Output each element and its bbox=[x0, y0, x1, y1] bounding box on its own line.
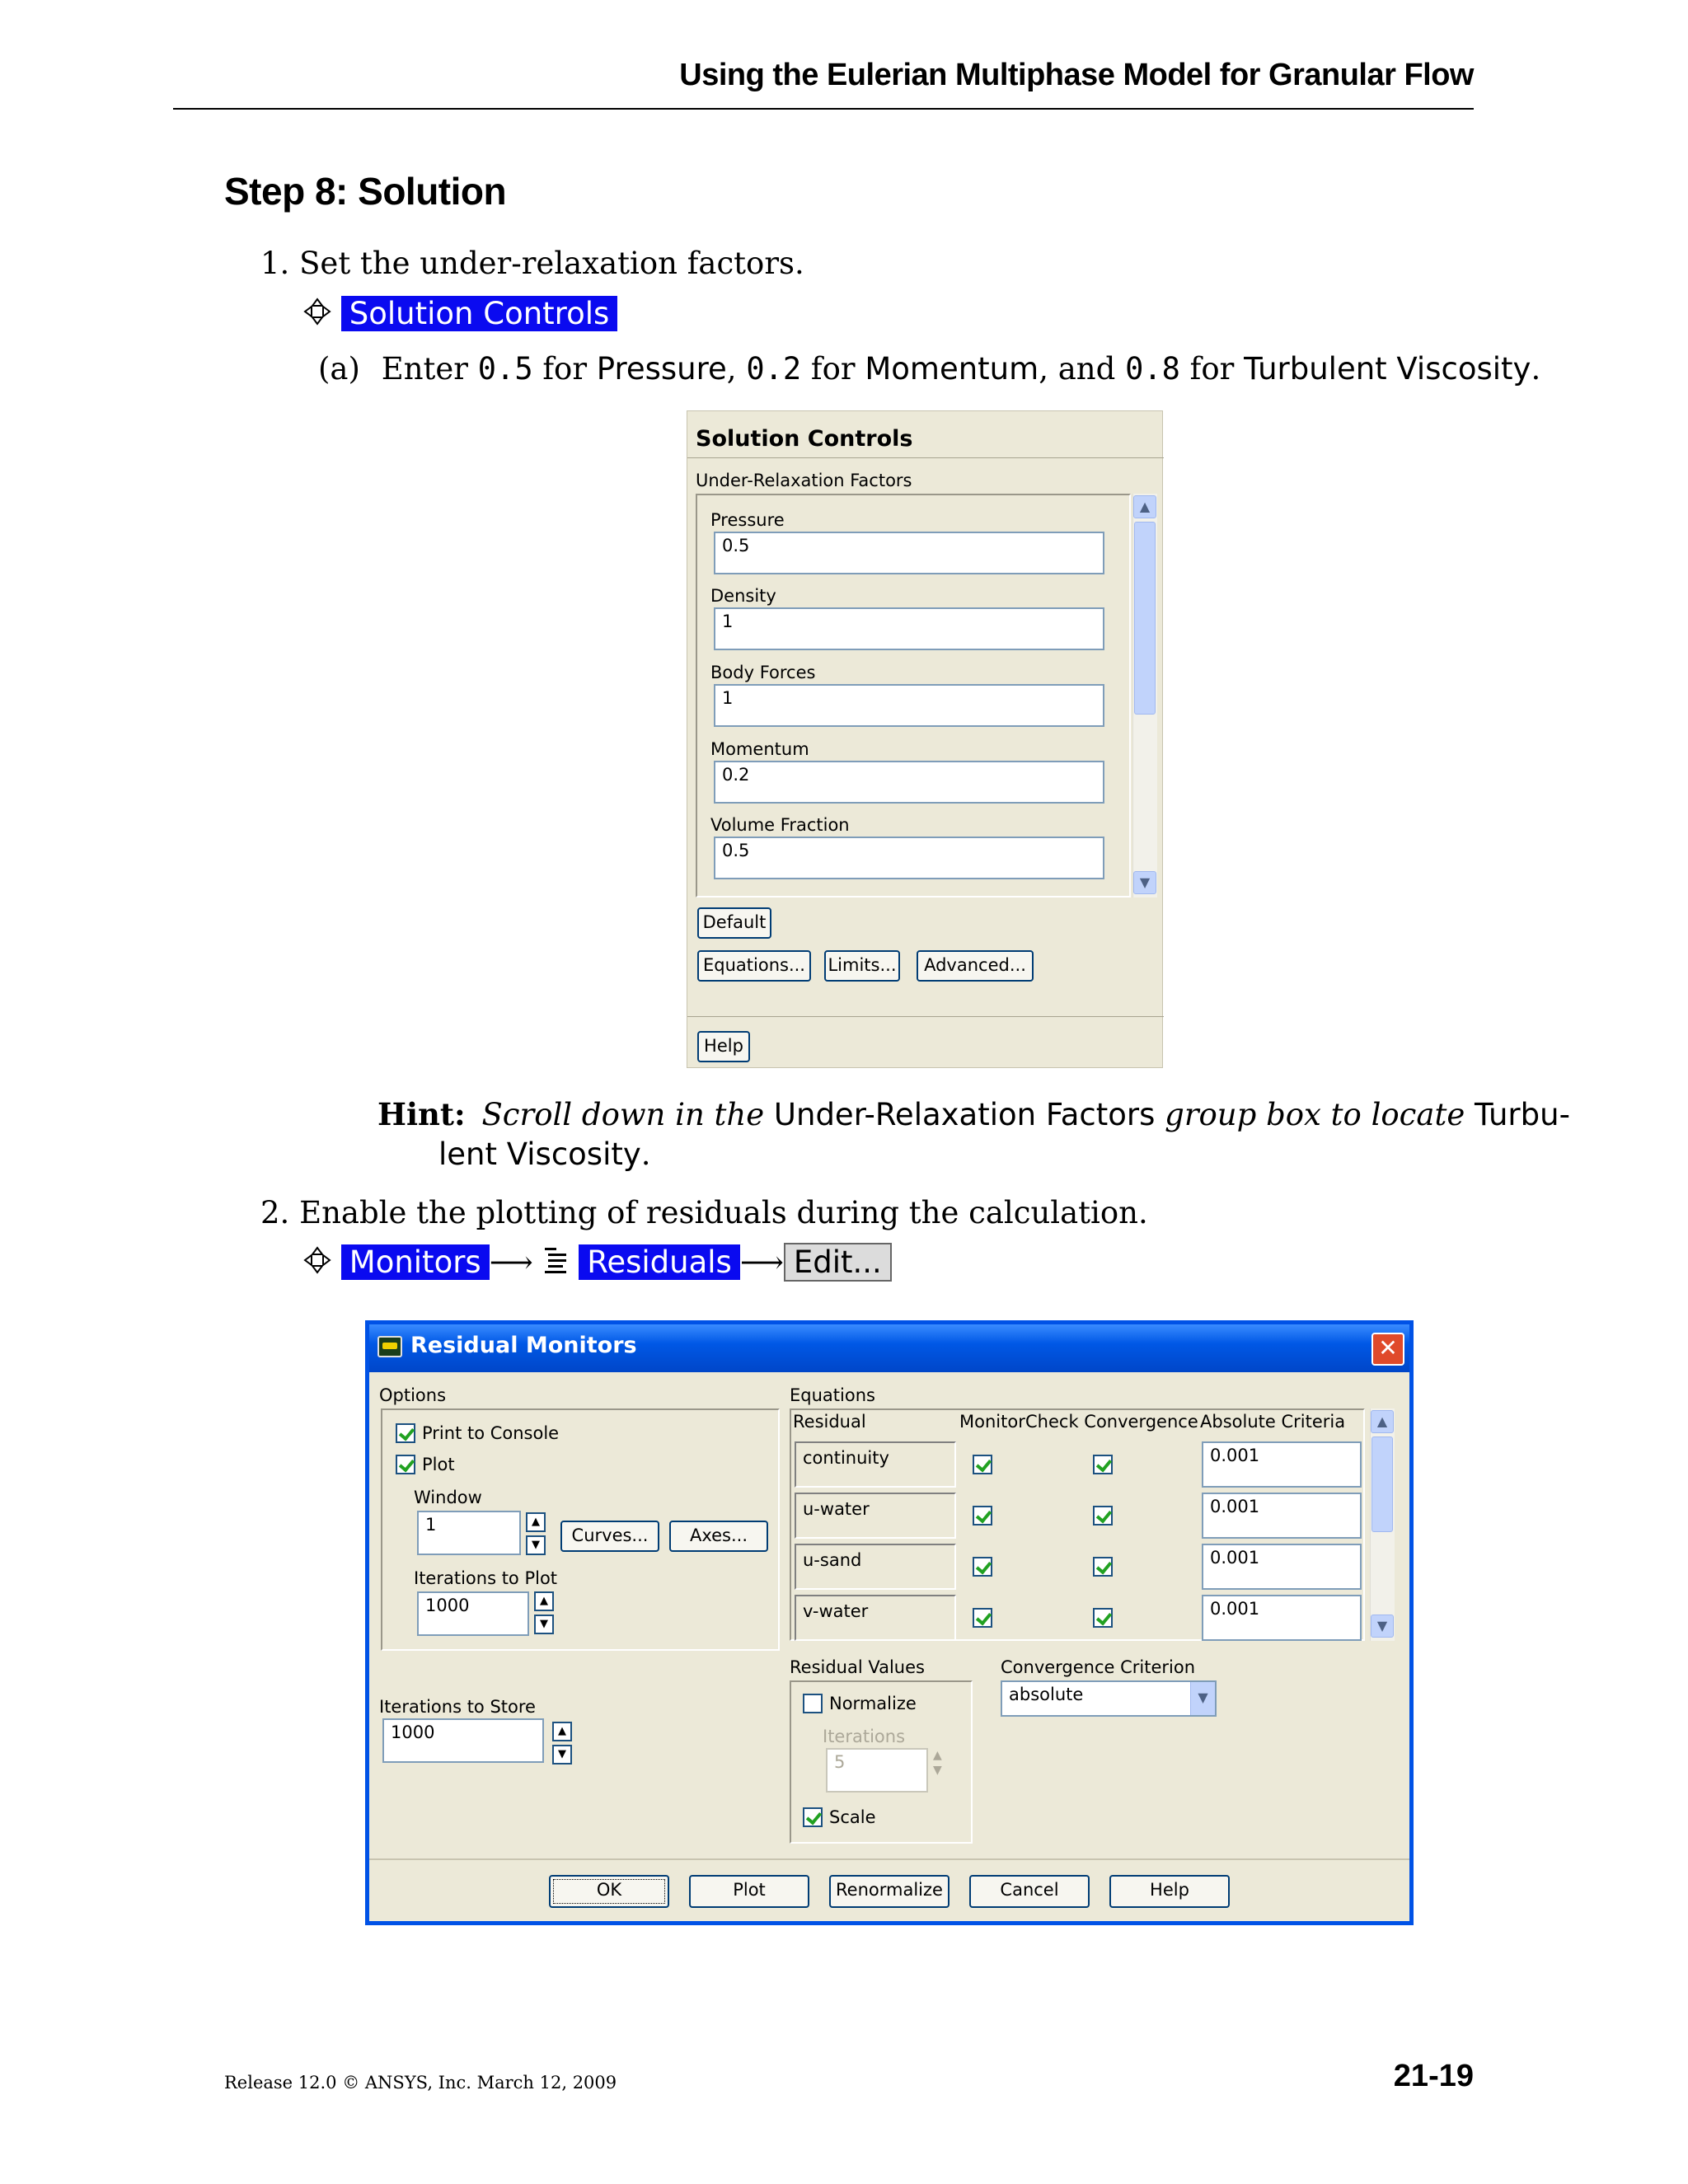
momentum-field[interactable]: 0.2 bbox=[714, 761, 1104, 804]
volume-fraction-label: Volume Fraction bbox=[710, 815, 850, 835]
under-relaxation-group bbox=[696, 494, 1131, 898]
print-to-console-label: Print to Console bbox=[422, 1423, 560, 1443]
volume-fraction-field[interactable]: 0.5 bbox=[714, 837, 1104, 879]
app-icon bbox=[377, 1336, 402, 1357]
scroll-up-arrow-icon[interactable]: ▲ bbox=[1371, 1410, 1394, 1433]
criteria-field-u-water[interactable]: 0.001 bbox=[1202, 1493, 1362, 1539]
normalize-label: Normalize bbox=[829, 1694, 917, 1713]
spinner-down-icon[interactable]: ▼ bbox=[534, 1615, 554, 1634]
monitor-checkbox-v-water[interactable] bbox=[973, 1608, 992, 1628]
scroll-down-arrow-icon[interactable]: ▼ bbox=[1371, 1615, 1394, 1638]
hint-label: Hint: bbox=[377, 1096, 466, 1132]
check-convergence-checkbox-u-water[interactable] bbox=[1093, 1506, 1113, 1526]
residual-name-u-sand: u-sand bbox=[795, 1544, 956, 1590]
convergence-criterion-select[interactable] bbox=[1001, 1680, 1217, 1717]
nav-path-1 bbox=[303, 294, 617, 334]
renormalize-button[interactable]: Renormalize bbox=[829, 1875, 950, 1908]
scale-label: Scale bbox=[829, 1807, 876, 1827]
chevron-down-icon[interactable]: ▼ bbox=[1190, 1682, 1215, 1715]
item-2-number: 2. bbox=[260, 1195, 290, 1230]
ok-button[interactable]: OK bbox=[549, 1875, 669, 1908]
monitor-checkbox-u-sand[interactable] bbox=[973, 1557, 992, 1577]
footer-release: Release 12.0 © ANSYS, Inc. March 12, 2009 bbox=[224, 2073, 617, 2093]
spinner-down-icon[interactable]: ▼ bbox=[526, 1535, 546, 1555]
title-bar[interactable] bbox=[369, 1324, 1409, 1372]
density-field[interactable]: 1 bbox=[714, 607, 1104, 650]
options-group bbox=[381, 1408, 780, 1651]
col-residual: Residual bbox=[793, 1412, 866, 1432]
check-convergence-checkbox-u-sand[interactable] bbox=[1093, 1557, 1113, 1577]
scroll-thumb[interactable] bbox=[1134, 522, 1156, 715]
navigation-move-icon bbox=[303, 1246, 331, 1274]
iterations-to-store-label: Iterations to Store bbox=[379, 1697, 536, 1717]
header-rule bbox=[173, 108, 1474, 110]
arrow-1: ⟶ bbox=[489, 1244, 533, 1280]
check-convergence-checkbox-v-water[interactable] bbox=[1093, 1608, 1113, 1628]
close-icon[interactable]: ✕ bbox=[1372, 1333, 1404, 1366]
window-field[interactable]: 1 bbox=[417, 1511, 521, 1555]
step-title: Step 8: Solution bbox=[224, 170, 507, 213]
help-button[interactable]: Help bbox=[697, 1031, 750, 1062]
axes-button[interactable]: Axes... bbox=[669, 1521, 768, 1552]
item-1-text: Set the under-relaxation factors. bbox=[299, 246, 804, 281]
nav-path-2 bbox=[303, 1243, 892, 1282]
item-2 bbox=[260, 1193, 1148, 1233]
plot-label: Plot bbox=[422, 1455, 455, 1474]
check-convergence-checkbox-continuity[interactable] bbox=[1093, 1455, 1113, 1474]
residuals-link[interactable]: Residuals bbox=[579, 1244, 740, 1280]
col-check-convergence: Check Convergence bbox=[1025, 1412, 1198, 1432]
solution-controls-panel bbox=[687, 410, 1163, 1068]
scroll-up-arrow-icon[interactable]: ▲ bbox=[1133, 495, 1156, 518]
spinner-up-icon[interactable]: ▲ bbox=[534, 1591, 554, 1611]
cancel-button[interactable]: Cancel bbox=[969, 1875, 1090, 1908]
plot-checkbox[interactable] bbox=[396, 1455, 415, 1474]
iterations-field: 5 bbox=[826, 1748, 928, 1793]
equations-button[interactable]: Equations... bbox=[697, 950, 811, 982]
limits-button[interactable]: Limits... bbox=[824, 950, 900, 982]
equations-label: Equations bbox=[790, 1385, 875, 1405]
residual-name-v-water: v-water bbox=[795, 1595, 956, 1641]
criteria-field-u-sand[interactable]: 0.001 bbox=[1202, 1544, 1362, 1590]
criteria-field-v-water[interactable]: 0.001 bbox=[1202, 1595, 1362, 1641]
scroll-thumb[interactable] bbox=[1372, 1436, 1393, 1532]
default-button[interactable]: Default bbox=[697, 907, 771, 939]
monitor-checkbox-continuity[interactable] bbox=[973, 1455, 992, 1474]
body-forces-field[interactable]: 1 bbox=[714, 684, 1104, 727]
monitors-link[interactable]: Monitors bbox=[341, 1244, 490, 1280]
monitor-checkbox-u-water[interactable] bbox=[973, 1506, 992, 1526]
body-forces-label: Body Forces bbox=[710, 663, 816, 682]
convergence-criterion-value: absolute bbox=[1009, 1685, 1084, 1704]
hint-line-1: Hint: Scroll down in the Under-Relaxation Factors group box to locate Turbu- bbox=[377, 1096, 1570, 1132]
momentum-label: Momentum bbox=[710, 739, 809, 759]
hint-line-2: lent Viscosity. bbox=[438, 1137, 651, 1172]
spinner-up-icon[interactable]: ▲ bbox=[526, 1512, 546, 1532]
tree-list-icon bbox=[543, 1246, 570, 1274]
item-2-text: Enable the plotting of residuals during the calculation. bbox=[299, 1195, 1148, 1230]
residual-values-label: Residual Values bbox=[790, 1657, 925, 1677]
options-label: Options bbox=[379, 1385, 447, 1405]
panel-title: Solution Controls bbox=[696, 426, 913, 452]
footer-divider bbox=[687, 1016, 1164, 1017]
advanced-button[interactable]: Advanced... bbox=[917, 950, 1034, 982]
button-divider bbox=[369, 1858, 1409, 1860]
col-absolute-criteria: Absolute Criteria bbox=[1200, 1412, 1346, 1432]
residual-values-group bbox=[790, 1680, 973, 1844]
window-label: Window bbox=[414, 1488, 482, 1507]
item-1 bbox=[260, 244, 804, 284]
equations-group bbox=[790, 1408, 1365, 1641]
dialog-title: Residual Monitors bbox=[410, 1333, 637, 1358]
under-relaxation-group-label: Under-Relaxation Factors bbox=[696, 471, 912, 490]
navigation-move-icon bbox=[303, 298, 331, 326]
criteria-field-continuity[interactable]: 0.001 bbox=[1202, 1441, 1362, 1488]
curves-button[interactable]: Curves... bbox=[560, 1521, 659, 1552]
title-divider bbox=[687, 457, 1164, 458]
scale-checkbox[interactable] bbox=[803, 1807, 823, 1827]
col-monitor: Monitor bbox=[959, 1412, 1025, 1432]
page-number: 21-19 bbox=[1393, 2059, 1474, 2093]
solution-controls-link[interactable]: Solution Controls bbox=[341, 296, 618, 331]
arrow-2: ⟶ bbox=[739, 1244, 784, 1280]
item-1-number: 1. bbox=[260, 246, 290, 281]
spinner-down-icon[interactable]: ▼ bbox=[552, 1745, 572, 1765]
iterations-to-store-field[interactable]: 1000 bbox=[382, 1718, 544, 1763]
scroll-down-arrow-icon[interactable]: ▼ bbox=[1133, 871, 1156, 894]
iterations-label: Iterations bbox=[823, 1727, 906, 1746]
density-label: Density bbox=[710, 586, 776, 606]
convergence-criterion-label: Convergence Criterion bbox=[1001, 1657, 1196, 1677]
residual-name-continuity: continuity bbox=[795, 1441, 956, 1488]
item-1a: (a) Enter 0.5 for Pressure, 0.2 for Momentum, and 0.8 for Turbulent Viscosity. bbox=[318, 351, 1541, 387]
residual-monitors-dialog bbox=[365, 1320, 1414, 1925]
iterations-spinner-disabled: ▲ ▼ bbox=[933, 1749, 942, 1777]
edit-button[interactable]: Edit... bbox=[784, 1243, 892, 1282]
pressure-field[interactable]: 0.5 bbox=[714, 532, 1104, 574]
iterations-to-plot-field[interactable]: 1000 bbox=[417, 1591, 529, 1636]
iterations-to-plot-label: Iterations to Plot bbox=[414, 1568, 558, 1588]
plot-button[interactable]: Plot bbox=[689, 1875, 809, 1908]
print-to-console-checkbox[interactable] bbox=[396, 1423, 415, 1443]
spinner-up-icon[interactable]: ▲ bbox=[552, 1722, 572, 1741]
help-button[interactable]: Help bbox=[1109, 1875, 1230, 1908]
normalize-checkbox[interactable] bbox=[803, 1694, 823, 1713]
pressure-label: Pressure bbox=[710, 510, 785, 530]
residual-name-u-water: u-water bbox=[795, 1493, 956, 1539]
running-head: Using the Eulerian Multiphase Model for Granular Flow bbox=[679, 58, 1474, 92]
